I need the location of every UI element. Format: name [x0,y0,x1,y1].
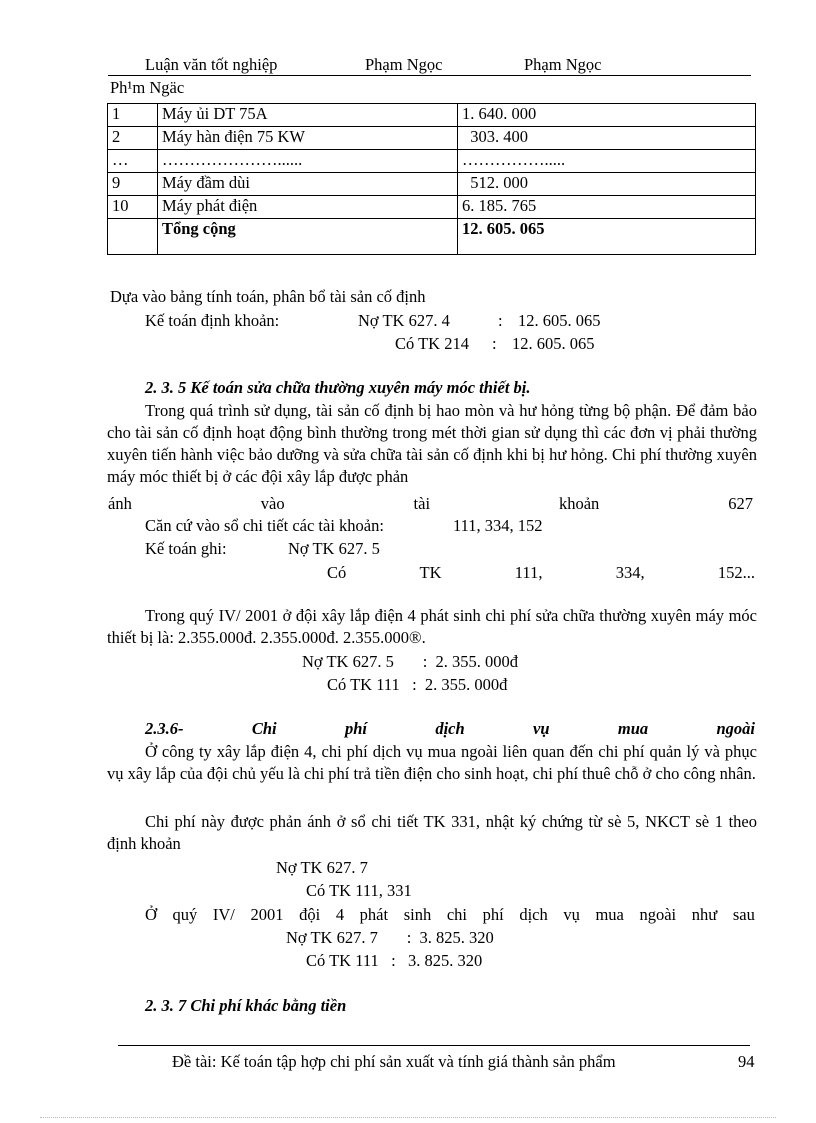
word: Ở [145,905,157,924]
header-left: Luận văn tốt nghiệp [145,55,278,74]
asset-name: Máy phát điện [158,196,458,219]
table-row [108,196,756,219]
heading-2-3-5: 2. 3. 5 Kế toán sửa chữa thường xuyên máy móc thiết bị. [145,378,531,397]
word: mua [595,905,624,924]
header-right: Phạm Ngọc [524,55,602,74]
word: 334, [615,563,645,582]
para-2-3-6-b: Chi phí này được phản ánh ở sổ chi tiết TK 331, nhật ký chứng từ sè 5, NKCT sè 1 theo định khoản [107,812,757,853]
header-rule [108,75,751,76]
s236-credit: Có TK 111, 331 [306,881,412,900]
asset-value: 303. 400 [458,127,756,150]
table-row [108,173,756,196]
row-number: 1 [108,104,158,127]
footer-title: Đề tài: Kế toán tập hợp chi phí sản xuất và tính giá thành sản phẩm [172,1052,616,1071]
q4-repair-credit: Có TK 111 : 2. 355. 000đ [327,675,508,694]
word: phát [359,905,389,924]
word: mua [617,719,649,738]
q4-repair-para: Trong quý IV/ 2001 ở đội xây lắp điện 4 phát sinh chi phí sửa chữa thường xuyên máy móc thiết bị là: 2.355.000đ. 2.355.000đ. 2.355.000®. [107,606,757,647]
header-sub: Ph¹m Ngäc [110,78,185,97]
word: khoản [558,494,600,513]
asset-value: 6. 185. 765 [458,196,756,219]
word: quý [172,905,198,924]
header-mid: Phạm Ngọc [365,55,443,74]
row-number: … [108,150,158,173]
page-number: 94 [738,1052,755,1071]
table-row [108,127,756,150]
heading-2-3-6 [145,718,755,740]
word: vụ [563,905,580,924]
alloc-debit-value: 12. 605. 065 [518,311,601,330]
s236-q4-line [145,904,755,926]
entry-label: Kế toán ghi: [145,539,227,558]
total-value: 12. 605. 065 [458,219,756,255]
asset-name: Máy đầm dùi [158,173,458,196]
alloc-label: Kế toán định khoản: [145,311,280,330]
row-number: 9 [108,173,158,196]
asset-name: Máy hàn điện 75 KW [158,127,458,150]
word: 2001 [250,905,284,924]
entry-debit: Nợ TK 627. 5 [288,539,380,558]
basis-value: 111, 334, 152 [453,516,543,535]
s236-q4-credit: Có TK 111 : 3. 825. 320 [306,951,483,970]
word: Chi [251,719,277,738]
alloc-credit: Có TK 214 [395,334,469,353]
alloc-debit: Nợ TK 627. 4 [358,311,450,330]
word: dịch [435,719,465,738]
total-number [108,219,158,255]
para-2-3-6-a: Ở công ty xây lắp điện 4, chi phí dịch vụ mua ngoài liên quan đến chi phí quản lý và phục vụ xây lắp của đội chủ yếu là chi phí trả tiền điện cho sinh hoạt, chi phí thuê chỗ ở cho công nhân. [107,742,757,783]
word: 4 [335,905,345,924]
word: 111, [514,563,543,582]
entry-credit [327,562,755,584]
word: vụ [533,719,550,738]
table-row [108,150,756,173]
word: TK [419,563,442,582]
word: dịch [519,905,548,924]
word: 152... [717,563,755,582]
footer-rule [118,1045,750,1046]
asset-value: ……………..... [458,150,756,173]
word: 2.3.6- [145,719,184,738]
alloc-debit-colon: : [498,311,503,330]
row-number: 2 [108,127,158,150]
s236-q4-debit: Nợ TK 627. 7 : 3. 825. 320 [286,928,494,947]
alloc-line: Dựa vào bảng tính toán, phân bổ tài sản cố định [110,287,426,306]
row-number: 10 [108,196,158,219]
s236-debit: Nợ TK 627. 7 [276,858,368,877]
total-row [108,219,756,255]
word: ánh [108,494,132,513]
alloc-credit-colon: : [492,334,497,353]
asset-name: Máy ủi DT 75A [158,104,458,127]
asset-value: 512. 000 [458,173,756,196]
table-row [108,104,756,127]
word: đội [299,905,321,924]
para-2-3-5: Trong quá trình sử dụng, tài sản cố định bị hao mòn và hư hỏng từng bộ phận. Để đảm bảo cho tài sản cố định hoạt động bình thường trong mét thời gian sử dụng thì các đơn vị phải thường xuyên tiến hành việc bảo dưỡng và sửa chữa tài sản cố định khi bị hư hỏng. Chi phí thường xuyên máy móc thiết bị ở các đội xây lắp được phản [107,401,757,486]
word: ngoài [639,905,677,924]
para-2-3-5-last-line [108,493,753,515]
word: sau [732,905,755,924]
word: ngoài [716,719,755,738]
word: phí [344,719,367,738]
word: IV/ [212,905,235,924]
asset-name: …………………...... [158,150,458,173]
heading-2-3-7: 2. 3. 7 Chi phí khác bằng tiền [145,996,347,1015]
word: vào [260,494,285,513]
basis-label: Căn cứ vào sổ chi tiết các tài khoản: [145,516,384,535]
word: phí [482,905,504,924]
asset-table [107,103,756,255]
asset-value: 1. 640. 000 [458,104,756,127]
total-label: Tổng cộng [158,219,458,255]
word: như [691,905,718,924]
word: chi [446,905,467,924]
word: sinh [403,905,432,924]
word: Có [327,563,347,582]
page-edge-rule [40,1117,776,1118]
word: 627 [728,494,753,513]
q4-repair-debit: Nợ TK 627. 5 : 2. 355. 000đ [302,652,519,671]
word: tài [413,494,431,513]
alloc-credit-value: 12. 605. 065 [512,334,595,353]
